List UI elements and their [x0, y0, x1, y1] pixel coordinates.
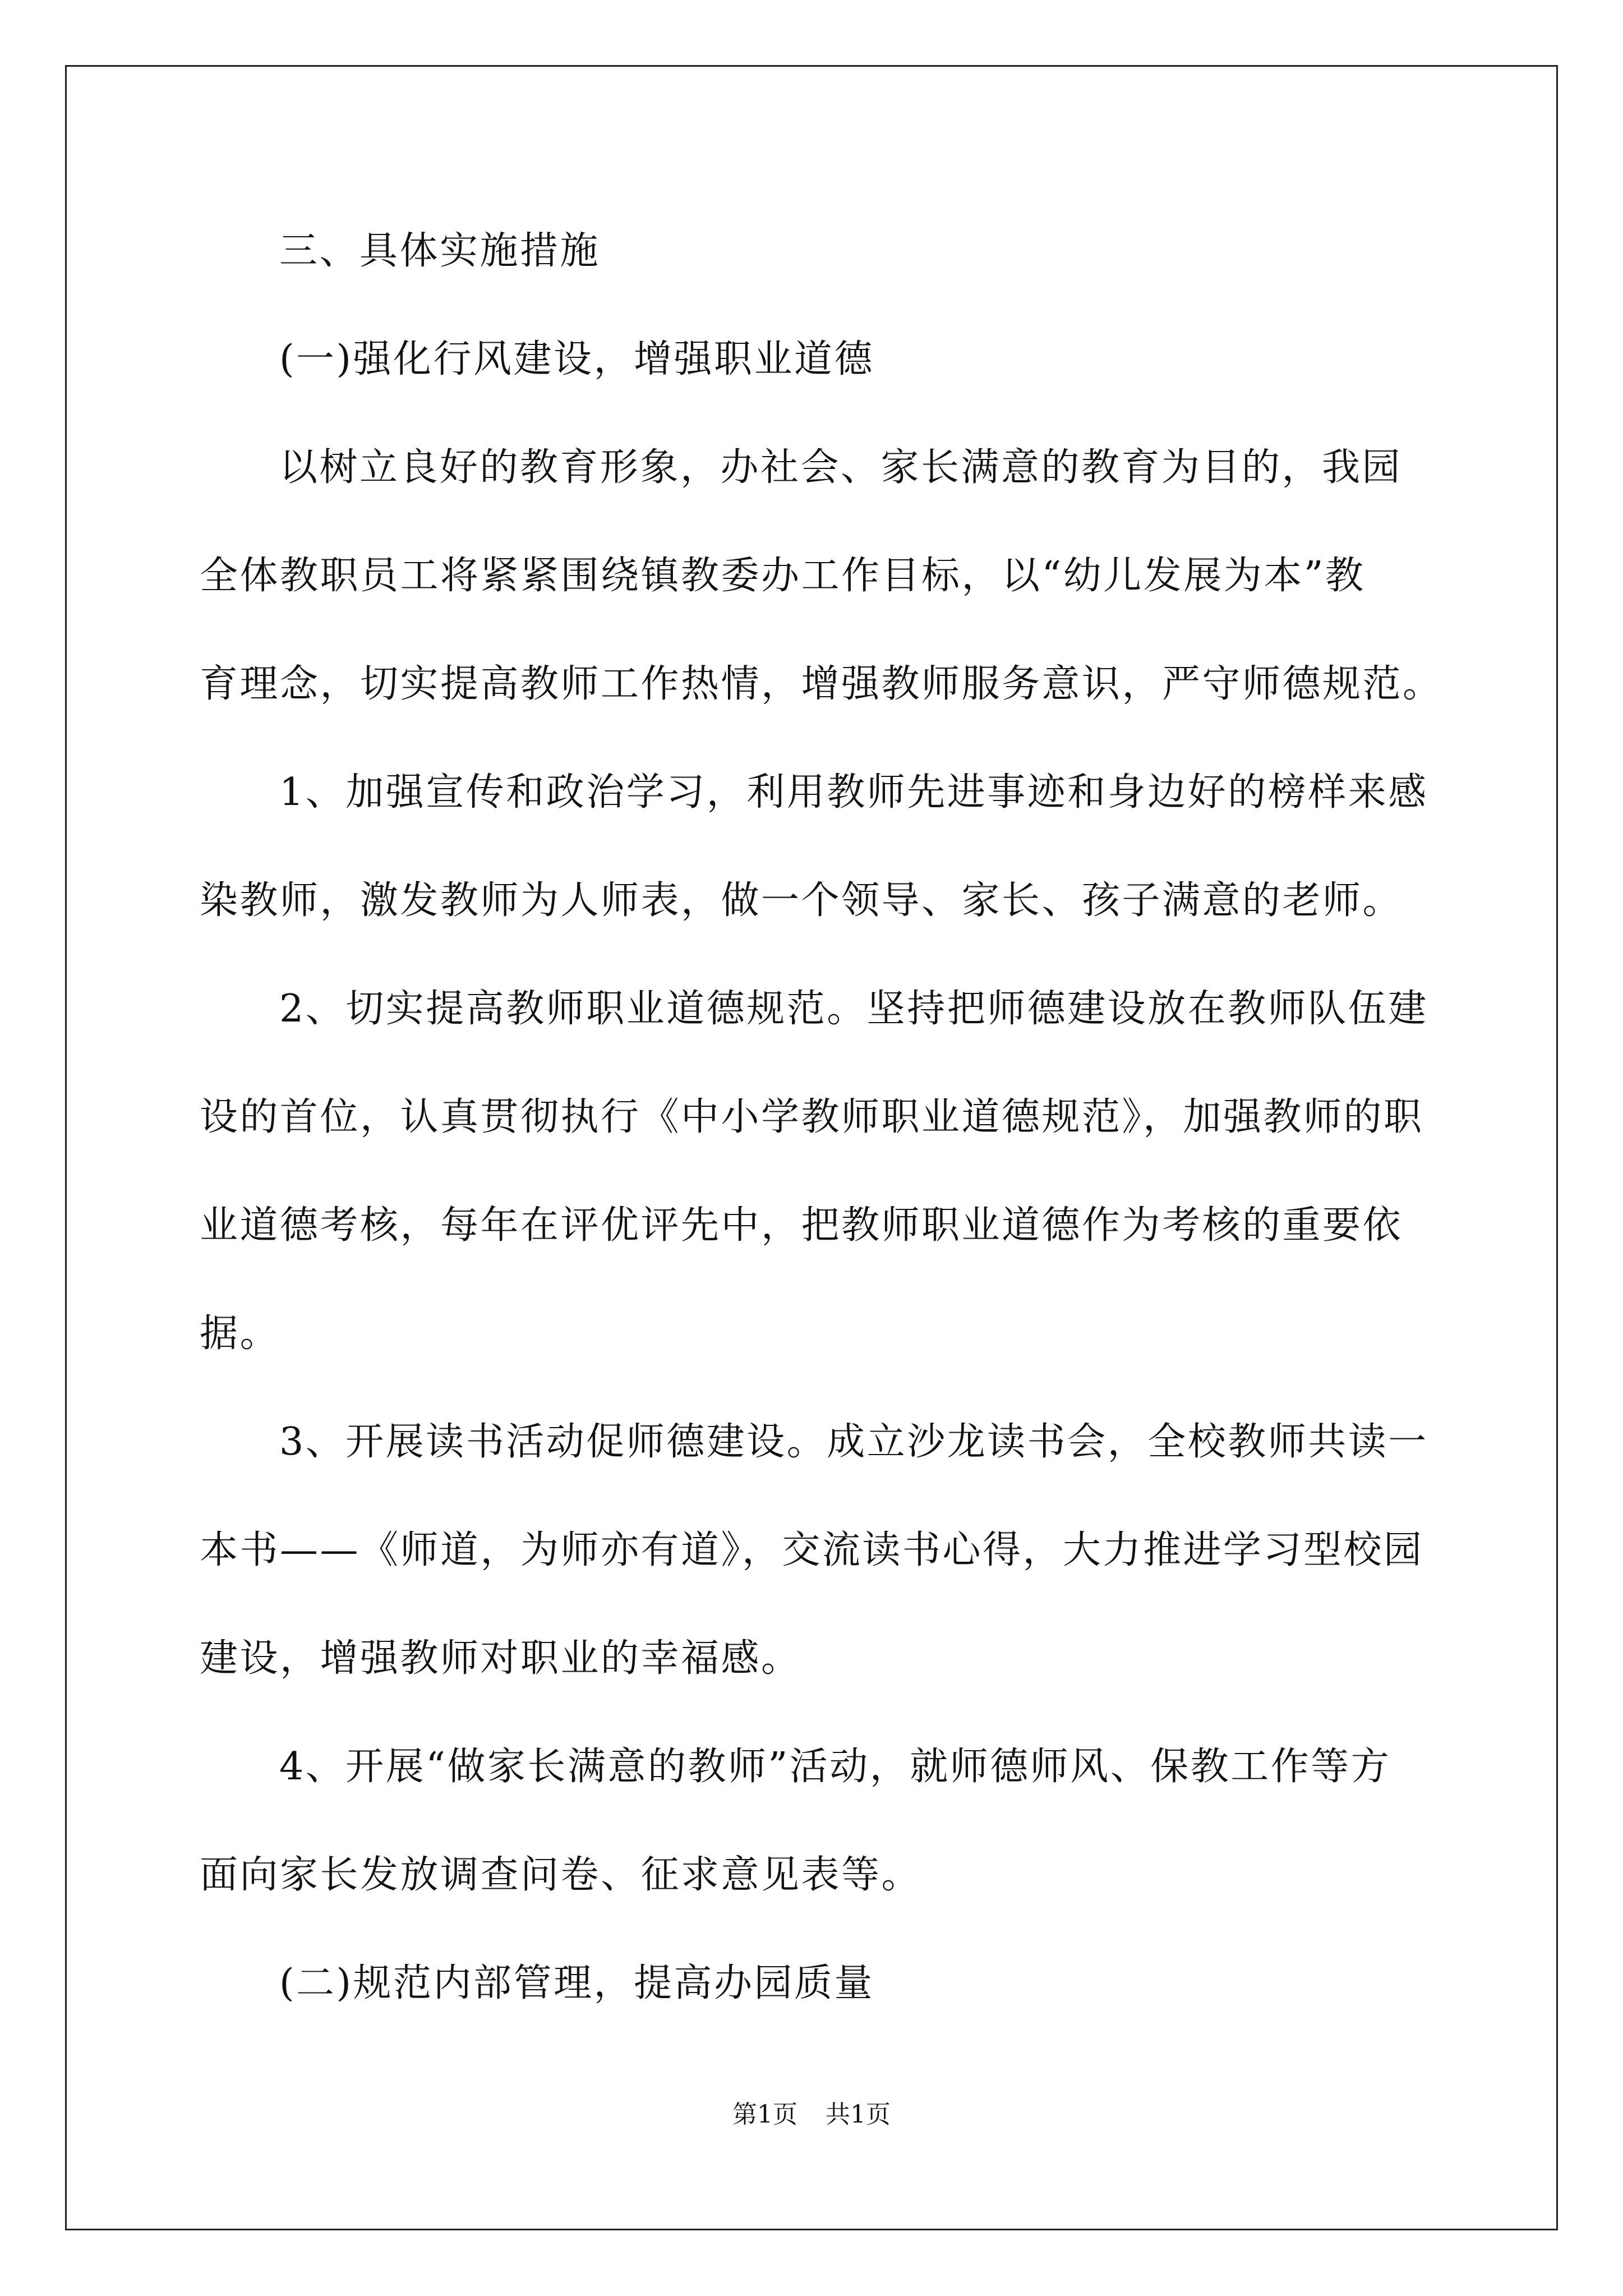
- page-number: 第1页: [732, 2100, 797, 2129]
- paragraph-line: 2、切实提高教师职业道德规范。坚持把师德建设放在教师队伍建: [279, 987, 1428, 1031]
- paragraph-line: 育理念，切实提高教师工作热情，增强教师服务意识，严守师德规范。: [200, 662, 1443, 706]
- paragraph-line: 业道德考核，每年在评优评先中，把教师职业道德作为考核的重要依: [200, 1203, 1403, 1248]
- paragraph-line: 1、加强宣传和政治学习，利用教师先进事迹和身边好的榜样来感: [279, 770, 1428, 815]
- paragraph-line: 以树立良好的教育形象，办社会、家长满意的教育为目的，我园: [279, 445, 1403, 490]
- paragraph-line: 建设，增强教师对职业的幸福感。: [200, 1636, 801, 1681]
- paragraph-line: 染教师，激发教师为人师表，做一个领导、家长、孩子满意的老师。: [200, 878, 1403, 923]
- paragraph-line: 本书——《师道，为师亦有道》，交流读书心得，大力推进学习型校园: [200, 1528, 1424, 1572]
- paragraph-line: 4、开展“做家长满意的教师”活动，就师德师风、保教工作等方: [279, 1745, 1391, 1789]
- page-border: [65, 65, 1558, 2230]
- paragraph-line: 面向家长发放调查问卷、征求意见表等。: [200, 1853, 922, 1897]
- page-total: 共1页: [826, 2100, 891, 2129]
- subsection-heading: (一)强化行风建设，增强职业道德: [279, 337, 875, 381]
- page-footer: [0, 2098, 1623, 2132]
- subsection-heading: (二)规范内部管理，提高办园质量: [279, 1961, 875, 2005]
- section-heading: 三、具体实施措施: [279, 229, 601, 273]
- paragraph-line: 3、开展读书活动促师德建设。成立沙龙读书会，全校教师共读一: [279, 1420, 1428, 1464]
- paragraph-line: 全体教职员工将紧紧围绕镇教委办工作目标，以“幼儿发展为本”教: [200, 554, 1366, 598]
- paragraph-line: 设的首位，认真贯彻执行《中小学教师职业道德规范》，加强教师的职: [200, 1095, 1424, 1139]
- paragraph-line: 据。: [200, 1312, 280, 1356]
